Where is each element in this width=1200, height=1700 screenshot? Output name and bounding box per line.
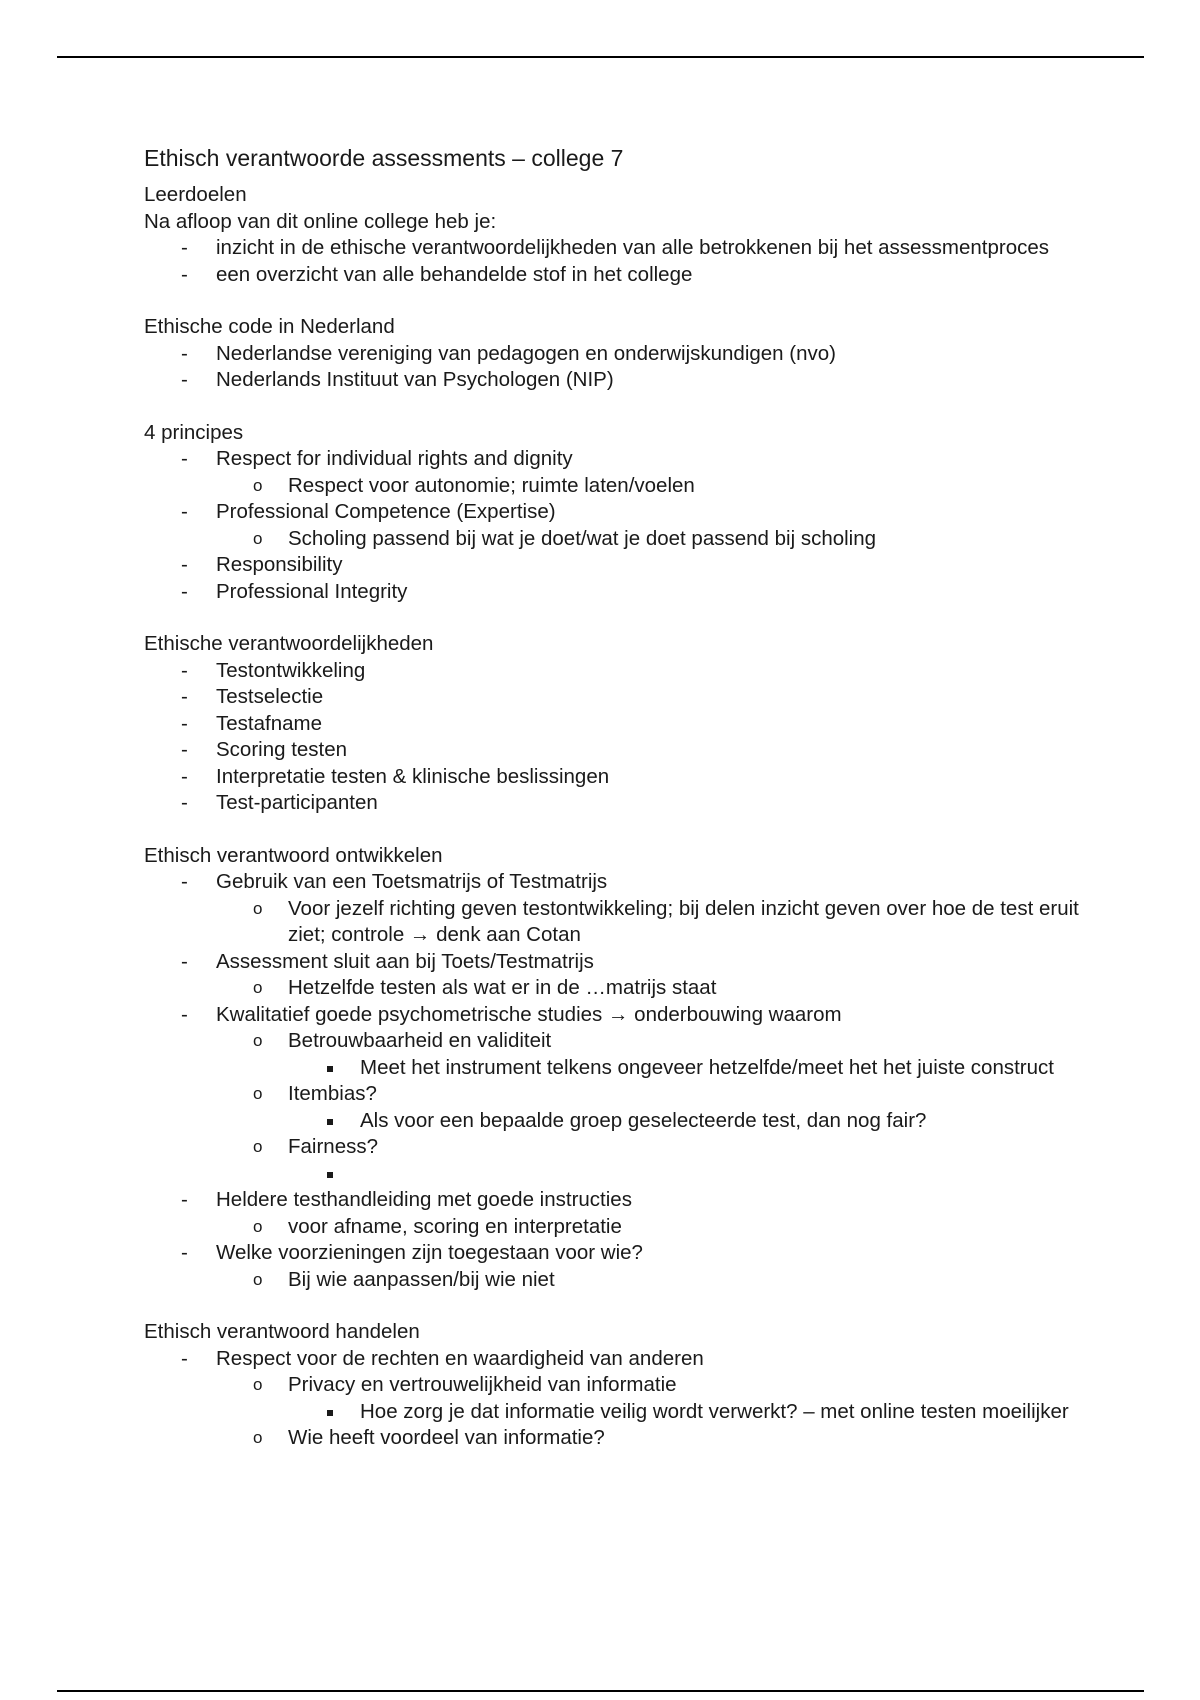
list-item: - Respect for individual rights and dignity o Respect voor autonomie; ruimte laten/voelen <box>144 446 1084 499</box>
dash-bullet: - <box>181 1346 188 1370</box>
list-item: - Interpretatie testen & klinische beslissingen <box>144 764 1084 791</box>
sub-list-item: o Betrouwbaarheid en validiteit Meet het instrument telkens ongeveer hetzelfde/meet het het juiste construct <box>216 1028 1084 1081</box>
circle-bullet: o <box>253 1216 263 1236</box>
circle-bullet: o <box>253 1375 263 1394</box>
sub-sub-list-item: Als voor een bepaalde groep geselecteerde test, dan nog fair? <box>288 1108 1084 1135</box>
section-heading: Ethische code in Nederland <box>144 315 395 338</box>
section-handelen <box>144 1319 1084 1452</box>
sub-list-item: o Voor jezelf richting geven testontwikkeling; bij delen inzicht geven over hoe de test eruit ziet; controle → denk aan Cotan <box>253 896 1079 946</box>
list-item: - Heldere testhandleiding met goede instructies o voor afname, scoring en interpretatie <box>144 1187 1084 1240</box>
dash-bullet: - <box>181 262 188 286</box>
section-heading: Ethische verantwoordelijkheden <box>144 632 434 655</box>
list-item: - Welke voorzieningen zijn toegestaan voor wie? o Bij wie aanpassen/bij wie niet <box>144 1240 1084 1293</box>
section-heading: Ethisch verantwoord ontwikkelen <box>144 843 443 867</box>
circle-bullet: o <box>253 1084 263 1103</box>
square-bullet <box>327 1119 333 1125</box>
dash-bullet: - <box>181 341 188 365</box>
dash-bullet: - <box>181 1188 188 1211</box>
dash-bullet: - <box>181 711 188 735</box>
section-ethische-code <box>144 314 1084 394</box>
sub-list-item: o Fairness? <box>216 1134 1084 1187</box>
section-heading: Leerdoelen <box>144 183 247 206</box>
dash-bullet: - <box>181 500 188 523</box>
section-heading: 4 principes <box>144 420 244 444</box>
section-heading: Ethisch verantwoord handelen <box>144 1320 420 1343</box>
circle-bullet: o <box>253 475 263 495</box>
section-principes <box>144 420 1084 606</box>
circle-bullet: o <box>253 1137 263 1156</box>
circle-bullet: o <box>253 1031 263 1050</box>
dash-bullet: - <box>181 368 188 391</box>
list-item: - Responsibility <box>144 552 1084 579</box>
circle-bullet: o <box>253 528 263 548</box>
dash-bullet: - <box>181 553 188 576</box>
top-rule <box>57 56 1144 58</box>
circle-bullet: o <box>253 1428 263 1447</box>
list-item: - Professional Integrity <box>144 579 1084 606</box>
circle-bullet: o <box>253 978 263 997</box>
list-item: - Testontwikkeling <box>144 658 1084 685</box>
dash-bullet: - <box>181 685 188 708</box>
sub-list-item: o Hetzelfde testen als wat er in de …matrijs staat <box>216 975 1084 1002</box>
list-item: - Nederlandse vereniging van pedagogen en onderwijskundigen (nvo) <box>144 341 1084 368</box>
list-item: - Testselectie <box>144 684 1084 711</box>
section-leerdoelen <box>144 182 1084 288</box>
square-bullet <box>327 1066 333 1072</box>
list-item: - Nederlands Instituut van Psychologen (NIP) <box>144 367 1084 394</box>
list-item: - inzicht in de ethische verantwoordelijkheden van alle betrokkenen bij het assessmentproces <box>144 235 1084 262</box>
list-item: - Kwalitatief goede psychometrische studies → onderbouwing waarom o Betrouwbaarheid en validiteit Meet het instrument telkens ongeveer hetzelfde/meet het het juiste construct o Itembias? Als voor een bepaalde groep geselecteerde test, dan nog fair? o Fairness? <box>144 1002 1084 1188</box>
dash-bullet: - <box>181 764 188 788</box>
dash-bullet: - <box>181 870 188 893</box>
sub-sub-list-item-empty <box>288 1161 1084 1188</box>
square-bullet <box>327 1172 333 1178</box>
dash-bullet: - <box>181 236 188 259</box>
circle-bullet: o <box>253 898 263 918</box>
circle-bullet: o <box>253 1269 263 1289</box>
sub-list-item: o Itembias? Als voor een bepaalde groep geselecteerde test, dan nog fair? <box>216 1081 1084 1134</box>
dash-bullet: - <box>181 658 188 682</box>
sub-sub-list-item: Meet het instrument telkens ongeveer hetzelfde/meet het het juiste construct <box>288 1055 1084 1082</box>
page-title: Ethisch verantwoorde assessments – college 7 <box>144 145 624 171</box>
list-item: - Testafname <box>144 711 1084 738</box>
dash-bullet: - <box>181 579 188 603</box>
list-item: - Assessment sluit aan bij Toets/Testmatrijs o Hetzelfde testen als wat er in de …matrijs staat <box>144 949 1084 1002</box>
dash-bullet: - <box>181 791 188 814</box>
square-bullet <box>327 1410 333 1416</box>
dash-bullet: - <box>181 738 188 761</box>
list-item: - Test-participanten <box>144 790 1084 817</box>
sub-list-item: o Respect voor autonomie; ruimte laten/voelen <box>216 473 1084 500</box>
dash-bullet: - <box>181 949 188 973</box>
sub-sub-list-item: Hoe zorg je dat informatie veilig wordt verwerkt? – met online testen moeilijker <box>288 1399 1084 1426</box>
section-ontwikkelen <box>144 843 1084 1294</box>
dash-bullet: - <box>181 1002 188 1026</box>
bottom-rule <box>57 1690 1144 1692</box>
sub-list-item: o Wie heeft voordeel van informatie? <box>216 1425 1084 1452</box>
intro-text: Na afloop van dit online college heb je: <box>144 209 497 233</box>
sub-list-item: o Scholing passend bij wat je doet/wat je doet passend bij scholing <box>216 526 1084 553</box>
list-item: - Respect voor de rechten en waardigheid van anderen o Privacy en vertrouwelijkheid van informatie Hoe zorg je dat informatie veilig wordt verwerkt? – met online testen moeilijker o Wie heeft voordeel van informatie? <box>144 1346 1084 1452</box>
dash-bullet: - <box>181 447 188 470</box>
list-item: - een overzicht van alle behandelde stof in het college <box>144 262 1084 289</box>
dash-bullet: - <box>181 1241 188 1264</box>
list-item: - Professional Competence (Expertise) o Scholing passend bij wat je doet/wat je doet passend bij scholing <box>144 499 1084 552</box>
list-item: - Scoring testen <box>144 737 1084 764</box>
sub-list-item: o voor afname, scoring en interpretatie <box>216 1214 1084 1241</box>
section-verantwoordelijkheden <box>144 631 1084 817</box>
document-body <box>144 143 1084 1452</box>
sub-list-item: o Bij wie aanpassen/bij wie niet <box>216 1267 1084 1294</box>
list-item: - Gebruik van een Toetsmatrijs of Testmatrijs o Voor jezelf richting geven testontwikkeling; bij delen inzicht geven over hoe de test eruit ziet; controle → denk aan Cotan <box>144 869 1084 949</box>
sub-list-item: o Privacy en vertrouwelijkheid van informatie Hoe zorg je dat informatie veilig wordt verwerkt? – met online testen moeilijker <box>216 1372 1084 1425</box>
